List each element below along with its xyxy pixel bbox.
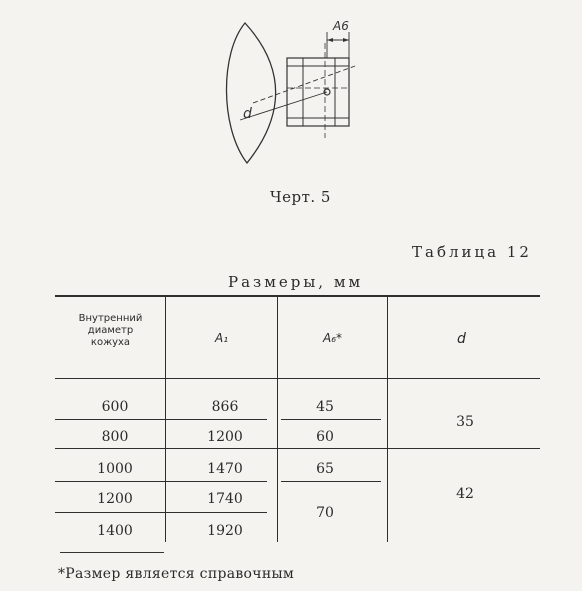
vessel-head-outline (226, 23, 275, 163)
header-d: d (457, 331, 466, 347)
table-cell-diameter: 1200 (97, 491, 133, 507)
table-cell-a6: 60 (316, 429, 334, 445)
header-a1: A₁ (215, 331, 229, 345)
technical-drawing (215, 8, 375, 173)
flange-body (287, 58, 349, 126)
footnote: *Размер является справочным (58, 566, 295, 582)
drawing-caption: Черт. 5 (270, 188, 331, 206)
table-cell-diameter: 800 (101, 429, 129, 445)
table-cell-diameter: 600 (101, 399, 129, 415)
diameter-leader (240, 92, 327, 120)
table-cell-d: 42 (456, 486, 474, 502)
table-number: Таблица 12 (412, 243, 532, 261)
table-cell-a1: 1200 (207, 429, 243, 445)
table-title: Размеры, мм (228, 273, 364, 291)
table-cell-a6: 70 (316, 505, 334, 521)
table-cell-a1: 1470 (207, 461, 243, 477)
table-cell-a6: 65 (316, 461, 334, 477)
header-a6: A₆* (323, 331, 343, 345)
diameter-label: d (243, 106, 252, 122)
dimension-a6-label: A6 (333, 19, 349, 33)
table-cell-diameter: 1000 (97, 461, 133, 477)
footnote-divider (60, 552, 164, 553)
table-cell-a6: 45 (316, 399, 334, 415)
table-cell-diameter: 1400 (97, 523, 133, 539)
header-inner-diameter: Внутренний диаметр кожуха (78, 313, 143, 348)
table-cell-a1: 866 (211, 399, 239, 415)
table-cell-a1: 1920 (207, 523, 243, 539)
table-cell-d: 35 (456, 414, 474, 430)
dimensions-table (55, 295, 540, 545)
table-cell-a1: 1740 (207, 491, 243, 507)
